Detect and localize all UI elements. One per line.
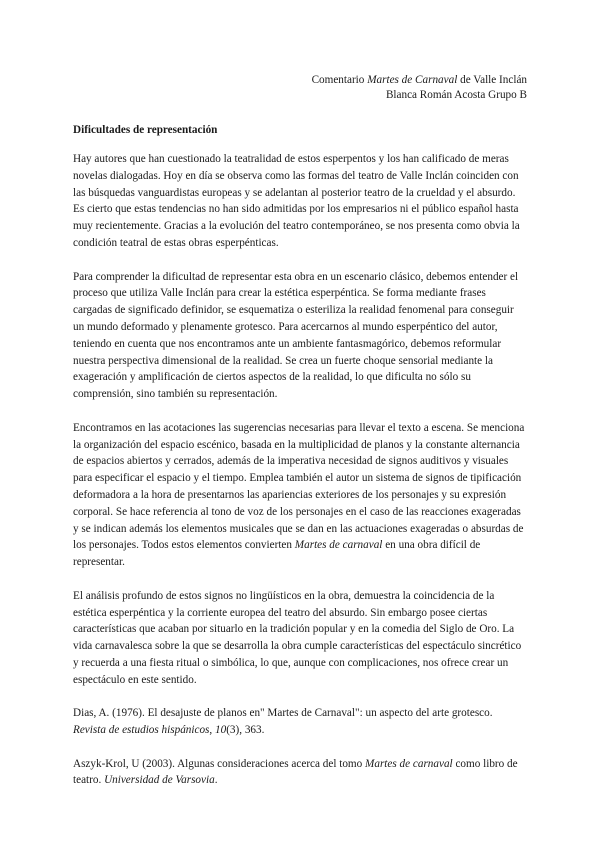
reference-2: Aszyk-Krol, U (2003). Algunas consideraciones acerca del tomo Martes de carnaval como libro de teatro. Universidad de Varsovia. <box>73 757 518 787</box>
paragraph-3: Encontramos en las acotaciones las sugerencias necesarias para llevar el texto a escena. Se menciona la organización del espacio escénico, basada en la multiplicidad de planos y la constante alternancia de espacios abiertos y cerrados, además de la imperativa necesidad de signos auditivos y visuales para especificar el espacio y el tiempo. Emplea también el autor un sistema de signos de tipificación deformadora a la hora de presentarnos las apariencias exteriores de los personajes y su expresión corporal. Se hace referencia al tono de voz de los personajes en el caso de las reacciones exageradas y se indican además los elementos musicales que se dan en las actuaciones exageradas o absurdas de los personajes. Todos estos elementos convierten Martes de carnaval en una obra difícil de representar. <box>73 421 525 569</box>
document-body <box>73 151 527 806</box>
paragraph-2: Para comprender la dificultad de representar esta obra en un escenario clásico, debemos entender el proceso que utiliza Valle Inclán para crear la estética esperpéntica. Se forma mediante frases cargadas de significado definidor, se esquematiza o esteriliza la realidad fenomenal para conseguir un mundo deformado y plenamente grotesco. Para acercarnos al mundo esperpéntico del autor, teniendo en cuenta que nos encontramos ante un ambiente fantasmagórico, debemos reformular nuestra perspectiva dimensional de la realidad. Se crea un fuerte choque sensorial mediante la exageración y amplificación de ciertos aspectos de la realidad, lo que dificulta no sólo su comprensión, sino también su representación. <box>73 270 519 401</box>
document-header <box>312 73 527 103</box>
header-line-2: Blanca Román Acosta Grupo B <box>385 89 527 101</box>
section-title: Dificultades de representación <box>73 124 218 136</box>
paragraph-1: Hay autores que han cuestionado la teatralidad de estos esperpentos y los han calificado de meras novelas dialogadas. Hoy en día se observa como las formas del teatro de Valle Inclán coinciden con las búsquedas vanguardistas europeas y se adelantan al posterior teatro de la crueldad y el absurdo. Es cierto que estas tendencias no han sido admitidas por los empresarios ni el público español hasta muy recientemente. Gracias a la evolución del teatro contemporáneo, se nos presenta como obvia la condición teatral de estas obras esperpénticas. <box>73 153 520 249</box>
reference-1: Dias, A. (1976). El desajuste de planos en" Martes de Carnaval": un aspecto del arte grotesco. Revista de estudios hispánicos, 10(3), 363. <box>73 707 493 737</box>
paragraph-4: El análisis profundo de estos signos no lingüísticos en la obra, demuestra la coincidencia de la estética esperpéntica y la corriente europea del teatro del absurdo. Sin embargo posee ciertas características que acaban por situarlo en la tradición popular y en la comedia del Siglo de Oro. La vida carnavalesca sobre la que se desarrolla la obra cumple características del espectáculo sincrético y recuerda a una fiesta ritual o simbólica, lo que, aunque con complicaciones, nos ofrece crear un espectáculo en este sentido. <box>73 589 522 686</box>
header-line-1: Comentario Martes de Carnaval de Valle Inclán <box>311 74 527 86</box>
